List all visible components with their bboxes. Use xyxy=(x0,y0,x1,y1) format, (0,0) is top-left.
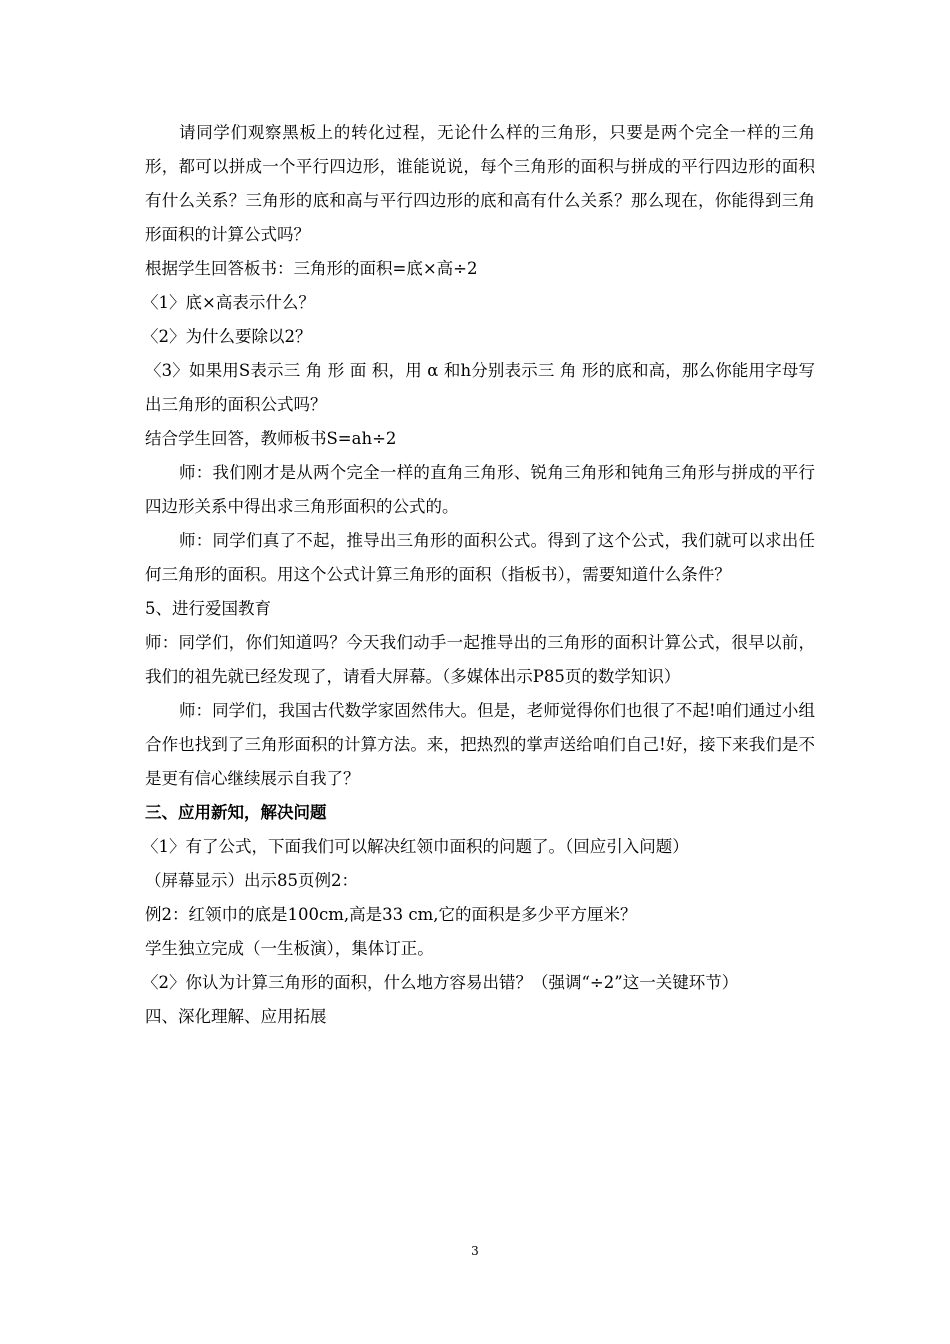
paragraph-observe-transformation: 请同学们观察黑板上的转化过程，无论什么样的三角形，只要是两个完全一样的三角形，都可以拼成一个平行四边形，谁能说说，每个三角形的面积与拼成的平行四边形的面积有什么关系？三角形的底和高与平行四边形的底和高有什么关系？那么现在，你能得到三角形面积的计算公式吗？ xyxy=(145,123,815,244)
question-1: 〈1〉底×高表示什么？ xyxy=(142,293,315,312)
paragraph-ancestors-discovery: 师：同学们，你们知道吗？今天我们动手一起推导出的三角形的面积计算公式，很早以前，我们的祖先就已经发现了，请看大屏幕。（多媒体出示P85页的数学知识） xyxy=(145,633,815,686)
paragraph-teacher-praise: 师：同学们，我国古代数学家固然伟大。但是，老师觉得你们也很了不起!咱们通过小组合作也找到了三角形面积的计算方法。来，把热烈的掌声送给咱们自己!好，接下来我们是不是更有信心继续展示自我了？ xyxy=(145,701,815,788)
paragraph-teacher-conditions: 师：同学们真了不起，推导出三角形的面积公式。得到了这个公式，我们就可以求出任何三角形的面积。用这个公式计算三角形的面积（指板书），需要知道什么条件？ xyxy=(145,531,815,584)
section-heading-patriotic-education: 5、进行爱国教育 xyxy=(145,599,271,618)
question-3: 〈3〉如果用S表示三 角 形 面 积，用 α 和h分别表示三 角 形的底和高，那么你能用字母写出三角形的面积公式吗？ xyxy=(145,361,815,414)
section-heading-apply-knowledge: 三、应用新知，解决问题 xyxy=(145,803,327,822)
exercise-intro-1: 〈1〉有了公式，下面我们可以解决红领巾面积的问题了。（回应引入问题） xyxy=(142,837,689,856)
question-2: 〈2〉为什么要除以2？ xyxy=(142,327,312,346)
page-number: 3 xyxy=(471,1244,479,1258)
paragraph-teacher-summary: 师：我们刚才是从两个完全一样的直角三角形、锐角三角形和钝角三角形与拼成的平行四边形关系中得出求三角形面积的公式的。 xyxy=(145,463,815,516)
student-work-note: 学生独立完成（一生板演），集体订正。 xyxy=(145,939,434,958)
exercise-question-2: 〈2〉你认为计算三角形的面积，什么地方容易出错？（强调“÷2”这一关键环节） xyxy=(142,973,739,992)
paragraph-board-formula-letters: 结合学生回答，教师板书S=ah÷2 xyxy=(145,429,397,448)
section-heading-deepen-understanding: 四、深化理解、应用拓展 xyxy=(145,1007,327,1026)
example-2: 例2：红领巾的底是100cm,高是33 cm,它的面积是多少平方厘米？ xyxy=(145,905,637,924)
document-body xyxy=(142,116,815,1034)
paragraph-board-formula-words: 根据学生回答板书：三角形的面积=底×高÷2 xyxy=(145,259,478,278)
screen-display-note: （屏幕显示）出示85页例2： xyxy=(145,871,358,890)
